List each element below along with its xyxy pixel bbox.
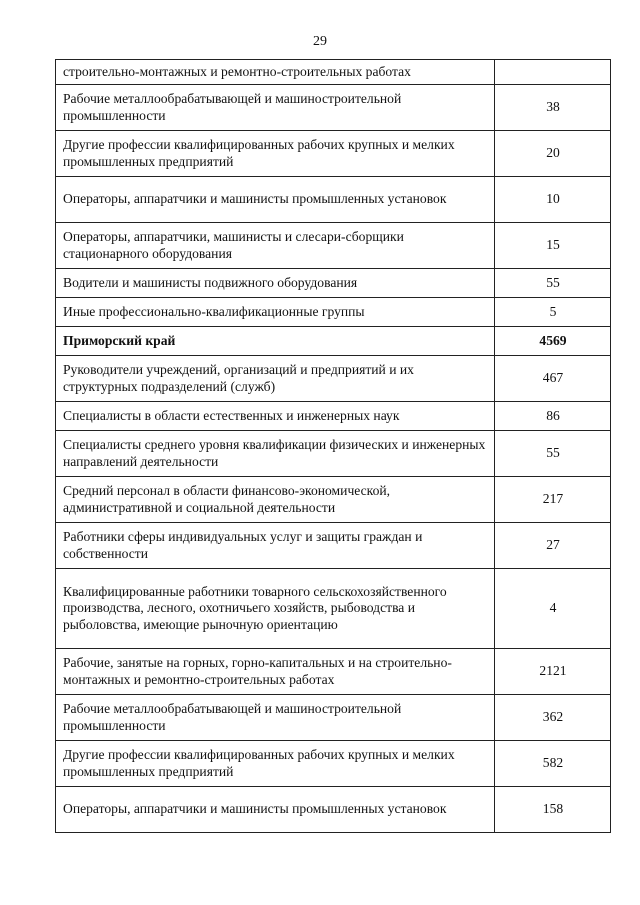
occupation-group-count: 2121 [495, 649, 611, 695]
occupation-group-count: 55 [495, 269, 611, 298]
table-row [56, 402, 611, 431]
occupation-group-count: 55 [495, 431, 611, 477]
occupation-group-count: 86 [495, 402, 611, 431]
occupation-group-count [495, 60, 611, 85]
occupation-group-count: 20 [495, 131, 611, 177]
table-row [56, 649, 611, 695]
occupation-group-label: Рабочие металлообрабатывающей и машиностроительной промышленности [56, 85, 495, 131]
occupation-group-label: Руководители учреждений, организаций и предприятий и их структурных подразделений (служб) [56, 356, 495, 402]
table-row [56, 223, 611, 269]
table-row [56, 477, 611, 523]
occupation-group-label: Квалифицированные работники товарного сельскохозяйственного производства, лесного, охотничьего хозяйств, рыбоводства и рыболовства, имеющие рыночную ориентацию [56, 569, 495, 649]
occupation-group-label: Другие профессии квалифицированных рабочих крупных и мелких промышленных предприятий [56, 741, 495, 787]
region-total: 4569 [495, 327, 611, 356]
table-body [56, 60, 611, 833]
occupation-group-label: Иные профессионально-квалификационные группы [56, 298, 495, 327]
page-number: 29 [313, 34, 327, 49]
occupation-group-label: Рабочие металлообрабатывающей и машиностроительной промышленности [56, 695, 495, 741]
table-row [56, 60, 611, 85]
occupation-table [55, 59, 611, 833]
table-row [56, 177, 611, 223]
occupation-group-count: 362 [495, 695, 611, 741]
table-row [56, 85, 611, 131]
table-row [56, 569, 611, 649]
occupation-group-count: 467 [495, 356, 611, 402]
table-row [56, 741, 611, 787]
occupation-group-label: Рабочие, занятые на горных, горно-капитальных и на строительно-монтажных и ремонтно-строительных работах [56, 649, 495, 695]
occupation-group-label: Операторы, аппаратчики и машинисты промышленных установок [56, 177, 495, 223]
occupation-group-label: Операторы, аппаратчики, машинисты и слесари-сборщики стационарного оборудования [56, 223, 495, 269]
occupation-group-count: 38 [495, 85, 611, 131]
table-row [56, 269, 611, 298]
table-row [56, 131, 611, 177]
region-name: Приморский край [56, 327, 495, 356]
table-row [56, 523, 611, 569]
occupation-group-count: 15 [495, 223, 611, 269]
occupation-group-count: 582 [495, 741, 611, 787]
occupation-group-label: Средний персонал в области финансово-экономической, административной и социальной деятельности [56, 477, 495, 523]
occupation-group-count: 217 [495, 477, 611, 523]
occupation-group-count: 27 [495, 523, 611, 569]
table-row [56, 695, 611, 741]
occupation-group-label: строительно-монтажных и ремонтно-строительных работах [56, 60, 495, 85]
occupation-group-label: Операторы, аппаратчики и машинисты промышленных установок [56, 787, 495, 833]
occupation-group-label: Специалисты в области естественных и инженерных наук [56, 402, 495, 431]
table-row [56, 298, 611, 327]
occupation-group-count: 4 [495, 569, 611, 649]
occupation-group-label: Другие профессии квалифицированных рабочих крупных и мелких промышленных предприятий [56, 131, 495, 177]
table-row [56, 431, 611, 477]
occupation-group-label: Работники сферы индивидуальных услуг и защиты граждан и собственности [56, 523, 495, 569]
region-row [56, 327, 611, 356]
table-row [56, 787, 611, 833]
occupation-group-count: 158 [495, 787, 611, 833]
table-row [56, 356, 611, 402]
occupation-group-label: Специалисты среднего уровня квалификации физических и инженерных направлений деятельности [56, 431, 495, 477]
occupation-group-count: 10 [495, 177, 611, 223]
occupation-group-label: Водители и машинисты подвижного оборудования [56, 269, 495, 298]
occupation-group-count: 5 [495, 298, 611, 327]
